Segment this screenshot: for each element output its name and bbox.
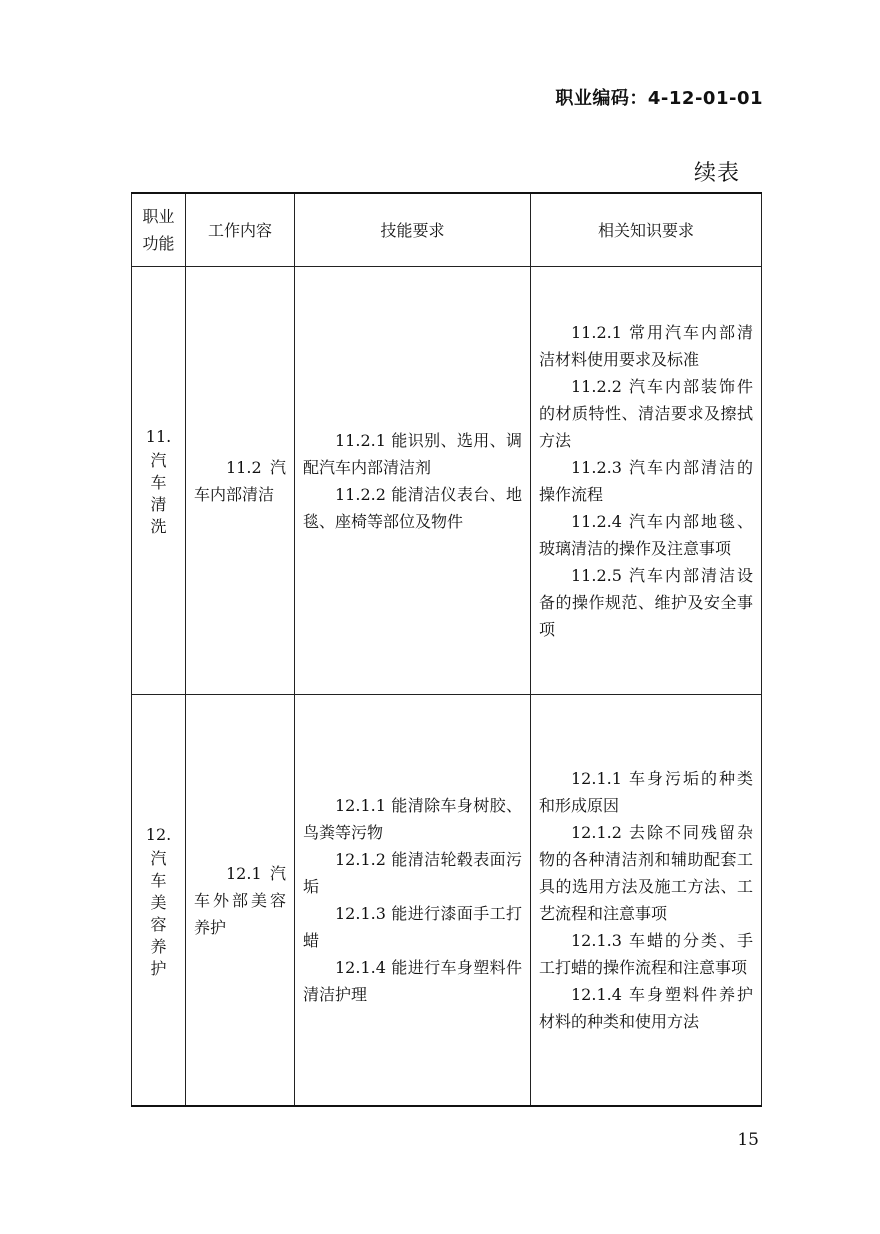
- column-header-content: 工作内容: [186, 193, 295, 267]
- knowledge-item: 11.2.3 汽车内部清洁的操作流程: [539, 457, 753, 504]
- skill-item: 12.1.1 能清除车身树胶、鸟粪等污物: [303, 796, 522, 842]
- knowledge-item: 12.1.1 车身污垢的种类和形成原因: [539, 769, 753, 815]
- skill-item: 12.1.4 能进行车身塑料件清洁护理: [303, 958, 522, 1004]
- table-row: [132, 695, 762, 1107]
- knowledge-item: 11.2.4 汽车内部地毯、玻璃清洁的操作及注意事项: [539, 511, 753, 558]
- knowledge-item: 12.1.4 车身塑料件养护材料的种类和使用方法: [539, 985, 753, 1031]
- column-header-skills: 技能要求: [295, 193, 531, 267]
- knowledge-item: 11.2.1 常用汽车内部清洁材料使用要求及标准: [539, 322, 753, 369]
- function-cell: [132, 267, 186, 695]
- skills-cell: [295, 695, 531, 1107]
- knowledge-item: 11.2.2 汽车内部装饰件的材质特性、清洁要求及擦拭方法: [539, 376, 753, 450]
- skill-item: 11.2.1 能识别、选用、调配汽车内部清洁剂: [303, 430, 522, 477]
- skills-cell: [295, 267, 531, 695]
- column-header-knowledge: 相关知识要求: [531, 193, 762, 267]
- column-header-function: 职业功能: [132, 193, 186, 267]
- knowledge-item: 12.1.3 车蜡的分类、手工打蜡的操作流程和注意事项: [539, 931, 753, 977]
- skill-item: 11.2.2 能清洁仪表台、地毯、座椅等部位及物件: [303, 484, 522, 531]
- continuation-label: 续表: [693, 161, 740, 186]
- function-number: 12.: [145, 824, 172, 844]
- skills-table: [131, 192, 762, 1107]
- knowledge-item: 11.2.5 汽车内部清洁设备的操作规范、维护及安全事项: [539, 565, 753, 639]
- table-row: [132, 267, 762, 695]
- function-cell: [132, 695, 186, 1107]
- function-name: 汽车清洗: [150, 451, 167, 536]
- skill-item: 12.1.3 能进行漆面手工打蜡: [303, 904, 522, 950]
- occupation-code: 职业编码：4-12-01-01: [555, 88, 763, 109]
- skill-item: 12.1.2 能清洁轮毂表面污垢: [303, 850, 522, 896]
- knowledge-cell: [531, 695, 762, 1107]
- content-cell: 12.1 汽车外部美容养护: [186, 695, 295, 1107]
- knowledge-cell: [531, 267, 762, 695]
- page-number: 15: [737, 1130, 759, 1150]
- content-cell: 11.2 汽车内部清洁: [186, 267, 295, 695]
- function-number: 11.: [145, 427, 172, 446]
- knowledge-item: 12.1.2 去除不同残留杂物的各种清洁剂和辅助配套工具的选用方法及施工方法、工艺流程和注意事项: [539, 823, 753, 923]
- function-name: 汽车美容养护: [150, 848, 167, 978]
- table-header-row: [132, 193, 762, 267]
